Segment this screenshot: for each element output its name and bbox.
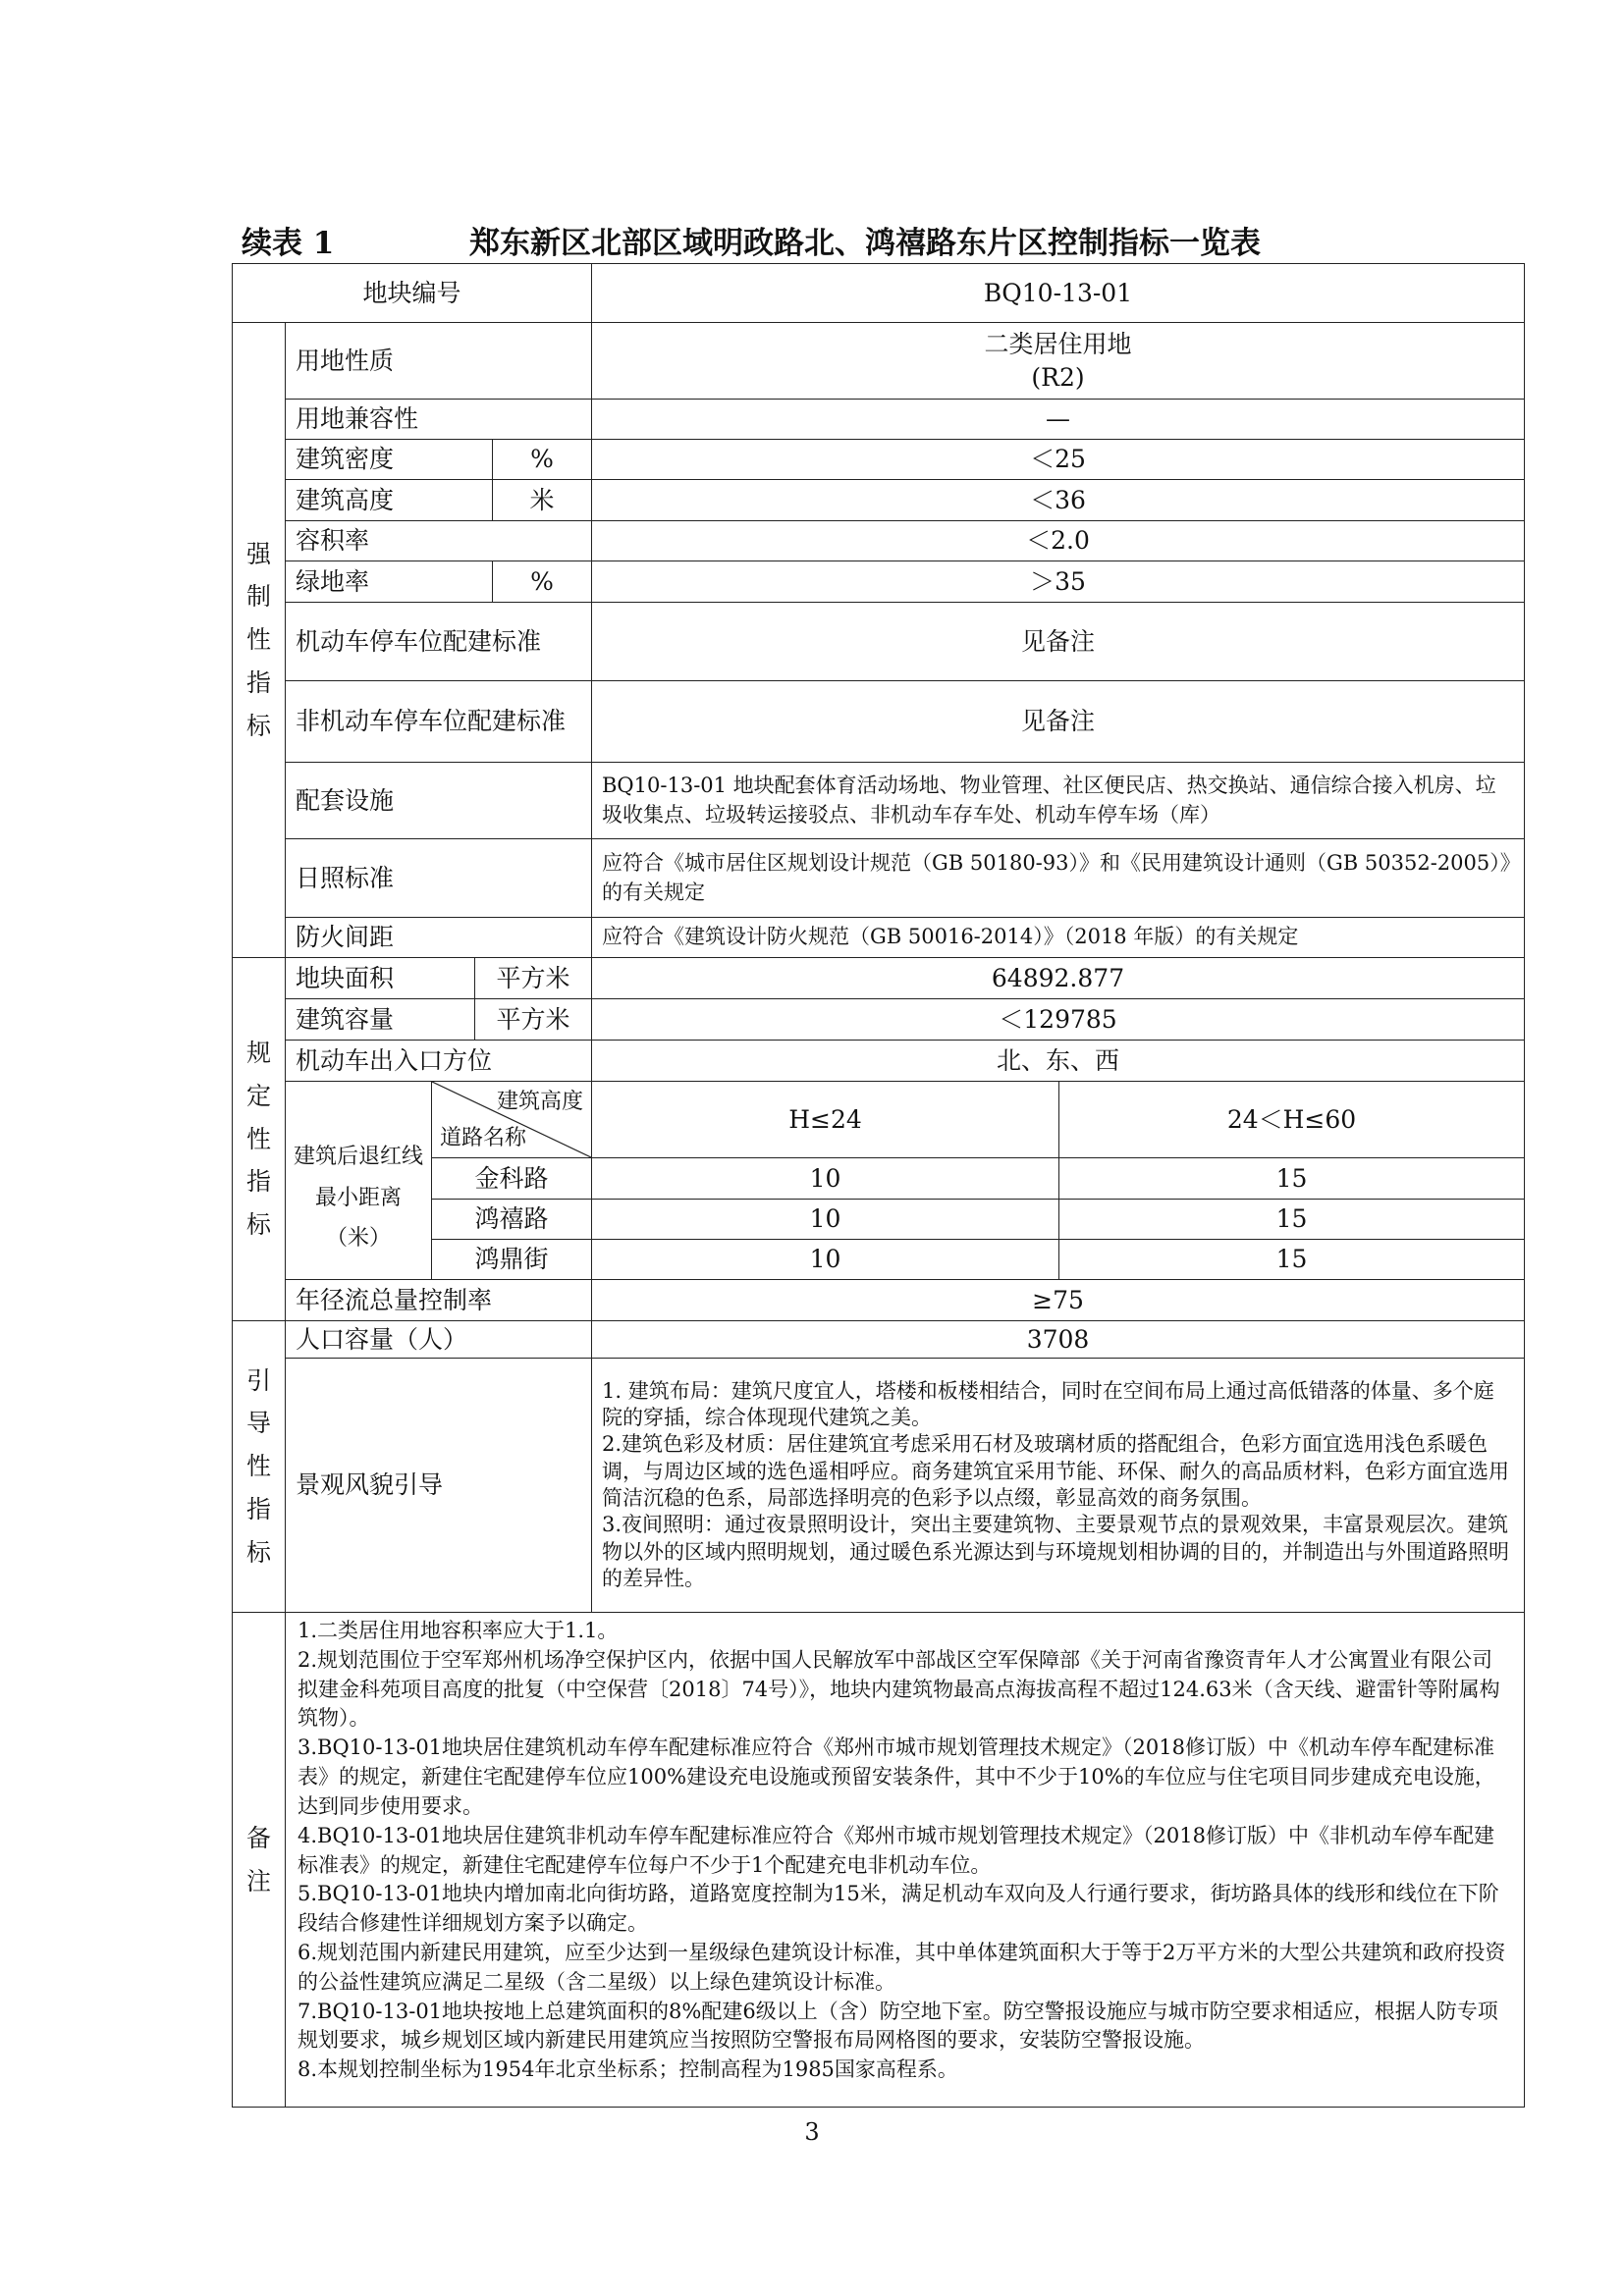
row-remarks (233, 1613, 1525, 2108)
bike-parking-label: 非机动车停车位配建标准 (286, 681, 592, 763)
fire-label: 防火间距 (286, 918, 592, 958)
road-name: 鸿鼎街 (432, 1240, 592, 1280)
facilities-value: BQ10-13-01 地块配套体育活动场地、物业管理、社区便民店、热交换站、通信综合接入机房、垃圾收集点、垃圾转运接驳点、非机动车存车处、机动车停车场（库） (592, 763, 1525, 839)
header-road: 道路名称 (440, 1126, 527, 1151)
population-label: 人口容量（人） (286, 1321, 592, 1359)
row-area (233, 958, 1525, 999)
land-use-value: 二类居住用地 (R2) (592, 323, 1525, 400)
row-bike-parking (233, 681, 1525, 763)
capacity-label: 建筑容量 (286, 999, 475, 1041)
header-height: 建筑高度 (496, 1090, 583, 1114)
control-index-table (232, 263, 1525, 2108)
setback-label: 建筑后退红线最小距离（米） (286, 1082, 432, 1280)
plot-id-value: BQ10-13-01 (592, 264, 1525, 323)
runoff-label: 年径流总量控制率 (286, 1280, 592, 1321)
sunlight-label: 日照标准 (286, 839, 592, 918)
bike-parking-value: 见备注 (592, 681, 1525, 763)
setback-value: 15 (1059, 1158, 1525, 1200)
row-setback-header (233, 1082, 1525, 1158)
row-compatibility (233, 400, 1525, 440)
row-landscape (233, 1359, 1525, 1613)
capacity-unit: 平方米 (475, 999, 592, 1041)
green-value: ＞35 (592, 561, 1525, 603)
height-unit: 米 (493, 480, 592, 521)
road-name: 金科路 (432, 1158, 592, 1200)
population-value: 3708 (592, 1321, 1525, 1359)
setback-col-high: 24＜H≤60 (1059, 1082, 1525, 1158)
area-label: 地块面积 (286, 958, 475, 999)
height-value: ＜36 (592, 480, 1525, 521)
group-prescribed: 规 定 性 指 标 (233, 958, 286, 1321)
setback-diagonal-header (432, 1082, 592, 1158)
row-sunlight (233, 839, 1525, 918)
far-value: ＜2.0 (592, 521, 1525, 561)
setback-value: 15 (1059, 1240, 1525, 1280)
group-mandatory: 强 制 性 指 标 (233, 323, 286, 958)
row-population (233, 1321, 1525, 1359)
table-title (242, 218, 1538, 261)
area-unit: 平方米 (475, 958, 592, 999)
runoff-value: ≥75 (592, 1280, 1525, 1321)
capacity-value: ＜129785 (592, 999, 1525, 1041)
table-heading: 郑东新区北部区域明政路北、鸿禧路东片区控制指标一览表 (469, 226, 1261, 261)
row-capacity (233, 999, 1525, 1041)
row-facilities (233, 763, 1525, 839)
height-label: 建筑高度 (286, 480, 493, 521)
row-green (233, 561, 1525, 603)
plot-id-label: 地块编号 (233, 264, 592, 323)
row-car-parking (233, 603, 1525, 681)
setback-value: 10 (592, 1200, 1059, 1240)
facilities-label: 配套设施 (286, 763, 592, 839)
setback-value: 10 (592, 1240, 1059, 1280)
page-number: 3 (804, 2118, 820, 2146)
area-value: 64892.877 (592, 958, 1525, 999)
road-name: 鸿禧路 (432, 1200, 592, 1240)
landscape-guidance: 1. 建筑布局：建筑尺度宜人，塔楼和板楼相结合，同时在空间布局上通过高低错落的体量、多个庭院的穿插，综合体现现代建筑之美。 2.建筑色彩及材质：居住建筑宜考虑采用石材及玻璃材质的搭配组合，色彩方面宜选用浅色系暖色调，与周边区域的选色遥相呼应。商务建筑宜采用节能、环保、耐久的高品质材料，色彩方面宜选用简洁沉稳的色系，局部选择明亮的色彩予以点缀，彰显高效的商务氛围。 3.夜间照明：通过夜景照明设计，突出主要建筑物、主要景观节点的景观效果，丰富景观层次。建筑物以外的区域内照明规划，通过暖色系光源达到与环境规划相协调的目的，并制造出与外围道路照明的差异性。 (592, 1359, 1525, 1613)
density-unit: % (493, 440, 592, 480)
compatibility-value: — (592, 400, 1525, 440)
far-label: 容积率 (286, 521, 592, 561)
land-use-label: 用地性质 (286, 323, 592, 400)
setback-value: 15 (1059, 1200, 1525, 1240)
access-value: 北、东、西 (592, 1041, 1525, 1082)
green-unit: % (493, 561, 592, 603)
compatibility-label: 用地兼容性 (286, 400, 592, 440)
setback-value: 10 (592, 1158, 1059, 1200)
car-parking-value: 见备注 (592, 603, 1525, 681)
landscape-label: 景观风貌引导 (286, 1359, 592, 1613)
density-value: ＜25 (592, 440, 1525, 480)
group-guiding: 引 导 性 指 标 (233, 1321, 286, 1613)
row-runoff (233, 1280, 1525, 1321)
density-label: 建筑密度 (286, 440, 493, 480)
group-remarks: 备 注 (233, 1613, 286, 2108)
row-plot-id (233, 264, 1525, 323)
car-parking-label: 机动车停车位配建标准 (286, 603, 592, 681)
remarks-content: 1.二类居住用地容积率应大于1.1。 2.规划范围位于空军郑州机场净空保护区内，依据中国人民解放军中部战区空军保障部《关于河南省豫资青年人才公寓置业有限公司拟建金科苑项目高度的批复（中空保营〔2018〕74号）》，地块内建筑物最高点海拔高程不超过124.63米（含天线、避雷针等附属构筑物）。 3.BQ10-13-01地块居住建筑机动车停车配建标准应符合《郑州市城市规划管理技术规定》（2018修订版）中《机动车停车配建标准表》的规定，新建住宅配建停车位应100%建设充电设施或预留安装条件，其中不少于10%的车位应与住宅项目同步建成充电设施，达到同步使用要求。 4.BQ10-13-01地块居住建筑非机动车停车配建标准应符合《郑州市城市规划管理技术规定》（2018修订版）中《非机动车停车配建标准表》的规定，新建住宅配建停车位每户不少于1个配建充电非机动车位。 5.BQ10-13-01地块内增加南北向街坊路，道路宽度控制为15米，满足机动车双向及人行通行要求，街坊路具体的线形和线位在下阶段结合修建性详细规划方案予以确定。 6.规划范围内新建民用建筑，应至少达到一星级绿色建筑设计标准，其中单体建筑面积大于等于2万平方米的大型公共建筑和政府投资的公益性建筑应满足二星级（含二星级）以上绿色建筑设计标准。 7.BQ10-13-01地块按地上总建筑面积的8%配建6级以上（含）防空地下室。防空警报设施应与城市防空要求相适应，根据人防专项规划要求，城乡规划区域内新建民用建筑应当按照防空警报布局网格图的要求，安装防空警报设施。 8.本规划控制坐标为1954年北京坐标系；控制高程为1985国家高程系。 (286, 1613, 1525, 2108)
row-height (233, 480, 1525, 521)
access-label: 机动车出入口方位 (286, 1041, 592, 1082)
fire-value: 应符合《建筑设计防火规范（GB 50016-2014）》（2018 年版）的有关规定 (592, 918, 1525, 958)
row-access (233, 1041, 1525, 1082)
sunlight-value: 应符合《城市居住区规划设计规范（GB 50180-93）》和《民用建筑设计通则（GB 50352-2005）》的有关规定 (592, 839, 1525, 918)
row-fire (233, 918, 1525, 958)
setback-col-low: H≤24 (592, 1082, 1059, 1158)
green-label: 绿地率 (286, 561, 493, 603)
table-number: 续表 1 (242, 226, 335, 261)
row-land-use (233, 323, 1525, 400)
row-density (233, 440, 1525, 480)
row-far (233, 521, 1525, 561)
